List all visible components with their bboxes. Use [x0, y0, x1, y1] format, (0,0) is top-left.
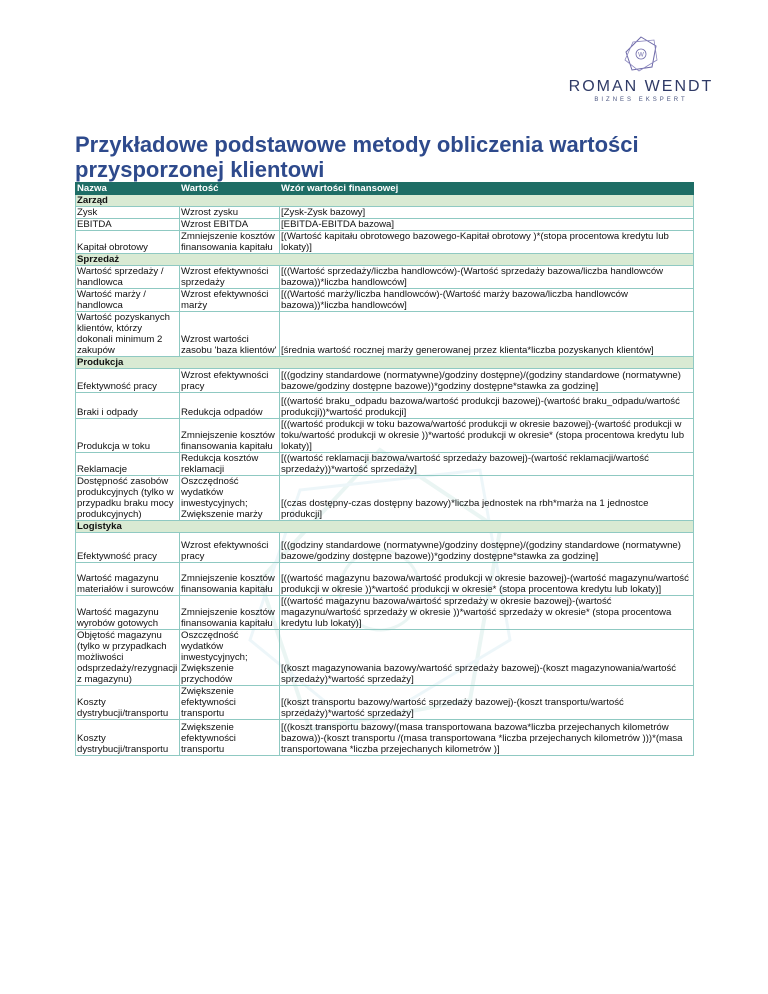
cell-name: Produkcja w toku	[76, 419, 180, 453]
cell-value: Zwiększenie efektywności transportu	[180, 686, 280, 720]
cell-name: Wartość pozyskanych klientów, którzy dokonali minimum 2 zakupów	[76, 312, 180, 357]
cell-name: Dostępność zasobów produkcyjnych (tylko w przypadku braku mocy produkcyjnych)	[76, 476, 180, 521]
cell-name: Wartość magazynu materiałów i surowców	[76, 563, 180, 596]
cell-formula: [(koszt magazynowania bazowy/wartość sprzedaży bazowej)-(koszt magazynowania/wartość sprzedaży)*wartość sprzedaży]	[280, 630, 694, 686]
cell-name: Objętość magazynu (tylko w przypadkach możliwości odsprzedaży/rezygnacji z magazynu)	[76, 630, 180, 686]
table-row	[76, 533, 694, 563]
cell-formula: [((koszt transportu bazowy/(masa transportowana bazowa*liczba przejechanych kilometrów bazowa))-(koszt transportu /(masa transportowana *liczba przejechanych kilometrów )))*(masa transportowana *liczba przejechanych kilometrów )]	[280, 720, 694, 756]
cell-name: Braki i odpady	[76, 393, 180, 419]
cell-value: Wzrost wartości zasobu 'baza klientów'	[180, 312, 280, 357]
cell-formula: [EBITDA-EBITDA bazowa]	[280, 219, 694, 231]
table-header-row	[76, 183, 694, 195]
cell-formula: [((wartość braku_odpadu bazowa/wartość produkcji bazowej)-(wartość braku_odpadu/wartość produkcji))*wartość produkcji]	[280, 393, 694, 419]
table-row	[76, 453, 694, 476]
cell-name: Efektywność pracy	[76, 369, 180, 393]
cell-value: Oszczędność wydatków inwestycyjnych; Zwiększenie przychodów	[180, 630, 280, 686]
table-row	[76, 563, 694, 596]
cell-value: Zmniejszenie kosztów finansowania kapitału	[180, 563, 280, 596]
cell-formula: [(Wartość kapitału obrotowego bazowego-Kapitał obrotowy )*(stopa procentowa kredytu lub lokaty)]	[280, 231, 694, 254]
company-logo	[566, 34, 716, 103]
header-value: Wartość	[180, 183, 280, 195]
logo-tagline: BIZNES EKSPERT	[594, 97, 688, 103]
cell-value: Zmniejszenie kosztów finansowania kapitału	[180, 596, 280, 630]
cell-value: Wzrost zysku	[180, 207, 280, 219]
table-row	[76, 393, 694, 419]
section-row	[76, 254, 694, 266]
logo-mark-icon	[621, 34, 661, 74]
section-title: Logistyka	[76, 521, 694, 533]
cell-value: Wzrost efektywności marży	[180, 289, 280, 312]
cell-name: Wartość magazynu wyrobów gotowych	[76, 596, 180, 630]
cell-value: Wzrost EBITDA	[180, 219, 280, 231]
cell-name: Efektywność pracy	[76, 533, 180, 563]
table-row	[76, 476, 694, 521]
cell-formula: [((wartość reklamacji bazowa/wartość sprzedaży bazowej)-(wartość reklamacji/wartość sprzedaży))*wartość sprzedaży]	[280, 453, 694, 476]
cell-name: Kapitał obrotowy	[76, 231, 180, 254]
value-methods-table	[75, 182, 694, 756]
svg-text:W: W	[638, 52, 644, 59]
logo-brand-name: ROMAN WENDT	[568, 78, 714, 95]
cell-value: Zmniejszenie kosztów finansowania kapitału	[180, 231, 280, 254]
cell-formula: [((godziny standardowe (normatywne)/godziny dostępne)/(godziny standardowe (normatywne) bazowe/godziny dostępne bazowe))*godziny dostępne*stawka za godzinę]	[280, 533, 694, 563]
cell-formula: [((wartość produkcji w toku bazowa/wartość produkcji w okresie bazowej)-(wartość produkcji w toku/wartość produkcji w okresie ))*wartość produkcji w okresie* (stopa procentowa kredytu lub lokaty)]	[280, 419, 694, 453]
table-row	[76, 312, 694, 357]
cell-name: Koszty dystrybucji/transportu	[76, 720, 180, 756]
section-row	[76, 357, 694, 369]
table-row	[76, 266, 694, 289]
cell-name: Reklamacje	[76, 453, 180, 476]
table-row	[76, 369, 694, 393]
table-row	[76, 207, 694, 219]
cell-formula: [((Wartość sprzedaży/liczba handlowców)-(Wartość sprzedaży bazowa/liczba handlowców bazowa))*liczba handlowców]	[280, 266, 694, 289]
cell-formula: [(czas dostępny-czas dostępny bazowy)*liczba jednostek na rbh*marża na 1 jednostce produkcji]	[280, 476, 694, 521]
section-title: Zarząd	[76, 195, 694, 207]
cell-formula: [((wartość magazynu bazowa/wartość produkcji w okresie bazowej)-(wartość magazynu/wartość produkcji w okresie ))*wartość produkcji w okresie* (stopa procentowa kredytu lub lokaty)]	[280, 563, 694, 596]
cell-formula: [((wartość magazynu bazowa/wartość sprzedaży w okresie bazowej)-(wartość magazynu/wartość sprzedaży w okresie ))*wartość sprzedaży w okresie* (stopa procentowa kredytu lub lokaty)]	[280, 596, 694, 630]
table-row	[76, 596, 694, 630]
table-row	[76, 289, 694, 312]
page-title: Przykładowe podstawowe metody obliczenia wartości przysporzonej klientowi	[75, 132, 639, 182]
cell-value: Oszczędność wydatków inwestycyjnych; Zwiększenie marży	[180, 476, 280, 521]
cell-value: Redukcja kosztów reklamacji	[180, 453, 280, 476]
header-name: Nazwa	[76, 183, 180, 195]
cell-name: Wartość marży / handlowca	[76, 289, 180, 312]
cell-name: Koszty dystrybucji/transportu	[76, 686, 180, 720]
cell-value: Wzrost efektywności pracy	[180, 533, 280, 563]
table-row	[76, 219, 694, 231]
cell-formula: [Zysk-Zysk bazowy]	[280, 207, 694, 219]
section-title: Sprzedaż	[76, 254, 694, 266]
cell-name: Wartość sprzedaży / handlowca	[76, 266, 180, 289]
cell-formula: [(koszt transportu bazowy/wartość sprzedaży bazowej)-(koszt transportu/wartość sprzedaży)*wartość sprzedaży]	[280, 686, 694, 720]
table-row	[76, 419, 694, 453]
cell-name: Zysk	[76, 207, 180, 219]
cell-value: Zwiększenie efektywności transportu	[180, 720, 280, 756]
section-title: Produkcja	[76, 357, 694, 369]
table-row	[76, 720, 694, 756]
table-row	[76, 686, 694, 720]
cell-value: Wzrost efektywności sprzedaży	[180, 266, 280, 289]
table-row	[76, 231, 694, 254]
table-row	[76, 630, 694, 686]
cell-value: Zmniejszenie kosztów finansowania kapitału	[180, 419, 280, 453]
section-row	[76, 521, 694, 533]
cell-name: EBITDA	[76, 219, 180, 231]
cell-value: Redukcja odpadów	[180, 393, 280, 419]
cell-formula: [((Wartość marży/liczba handlowców)-(Wartość marży bazowa/liczba handlowców bazowa))*liczba handlowców]	[280, 289, 694, 312]
cell-formula: [((godziny standardowe (normatywne)/godziny dostępne)/(godziny standardowe (normatywne) bazowe/godziny dostępne bazowe))*godziny dostępne*stawka za godzinę]	[280, 369, 694, 393]
cell-value: Wzrost efektywności pracy	[180, 369, 280, 393]
cell-formula: [średnia wartość rocznej marży generowanej przez klienta*liczba pozyskanych klientów]	[280, 312, 694, 357]
table-body	[76, 195, 694, 756]
header-formula: Wzór wartości finansowej	[280, 183, 694, 195]
section-row	[76, 195, 694, 207]
